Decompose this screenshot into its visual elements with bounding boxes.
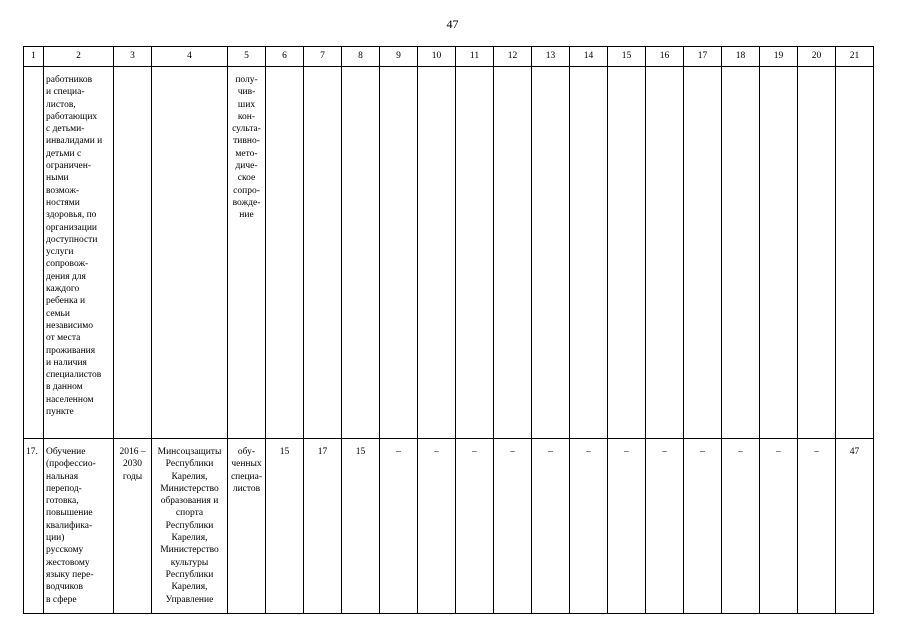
measure-description-cell: работников и специа- листов, работающих с детьми- инвалидами и детьми с ограничен- ными возмож- ностями здоровья, по организации доступности услуги сопровож- дения для каждого ребенка и семьи независимо от места проживания и наличия специалистов в данном населенном пункте (44, 67, 114, 439)
column-header: 5 (228, 47, 266, 67)
value-cell: – (684, 439, 722, 614)
column-header: 16 (646, 47, 684, 67)
value-cell: – (380, 439, 418, 614)
column-header: 13 (532, 47, 570, 67)
table-cell (304, 67, 342, 439)
column-header: 14 (570, 47, 608, 67)
value-cell: – (494, 439, 532, 614)
value-cell: – (646, 439, 684, 614)
column-header: 10 (418, 47, 456, 67)
value-cell: – (760, 439, 798, 614)
value-cell: – (418, 439, 456, 614)
value-cell: – (722, 439, 760, 614)
column-header: 18 (722, 47, 760, 67)
table-cell (380, 67, 418, 439)
table-cell (24, 67, 44, 439)
column-header: 3 (114, 47, 152, 67)
column-header: 1 (24, 47, 44, 67)
value-cell: 15 (266, 439, 304, 614)
value-cell: 17 (304, 439, 342, 614)
period-cell: 2016 – 2030 годы (114, 439, 152, 614)
table-cell (114, 67, 152, 439)
page-number: 47 (446, 17, 459, 31)
column-header: 20 (798, 47, 836, 67)
value-cell: – (570, 439, 608, 614)
column-header: 2 (44, 47, 114, 67)
column-number-row (24, 47, 874, 67)
column-header: 21 (836, 47, 874, 67)
table-cell (570, 67, 608, 439)
column-header: 8 (342, 47, 380, 67)
table-cell (722, 67, 760, 439)
indicator-cell: полу- чив- ших кон- сульта- тивно- мето- диче- ское сопро- вожде- ние (228, 67, 266, 439)
column-header: 7 (304, 47, 342, 67)
table-cell (456, 67, 494, 439)
table-cell (266, 67, 304, 439)
executor-cell: Минсоцзащиты Республики Карелия, Министерство образования и спорта Республики Карелия, Министерство культуры Республики Карелия, Управление (152, 439, 228, 614)
table-cell (418, 67, 456, 439)
measure-description-cell: Обучение (профессио- нальная перепод- готовка, повышение квалифика- ции) русскому жестовому языку пере- водчиков в сфере (44, 439, 114, 614)
total-cell: 47 (836, 439, 874, 614)
table-cell (760, 67, 798, 439)
table-cell (798, 67, 836, 439)
column-header: 11 (456, 47, 494, 67)
table-cell (494, 67, 532, 439)
value-cell: – (456, 439, 494, 614)
table-cell (836, 67, 874, 439)
column-header: 12 (494, 47, 532, 67)
table-row-17 (24, 439, 874, 614)
column-header: 15 (608, 47, 646, 67)
table-row-continued (24, 67, 874, 439)
table-cell (684, 67, 722, 439)
column-header: 9 (380, 47, 418, 67)
value-cell: 15 (342, 439, 380, 614)
table-cell (342, 67, 380, 439)
column-header: 6 (266, 47, 304, 67)
table-cell (152, 67, 228, 439)
column-header: 19 (760, 47, 798, 67)
table-cell (608, 67, 646, 439)
indicator-cell: обу- ченных специа- листов (228, 439, 266, 614)
column-header: 4 (152, 47, 228, 67)
column-header: 17 (684, 47, 722, 67)
table-cell (646, 67, 684, 439)
row-number-cell: 17. (24, 439, 44, 614)
table-cell (532, 67, 570, 439)
value-cell: – (608, 439, 646, 614)
program-table (23, 46, 874, 614)
value-cell: – (532, 439, 570, 614)
value-cell: – (798, 439, 836, 614)
